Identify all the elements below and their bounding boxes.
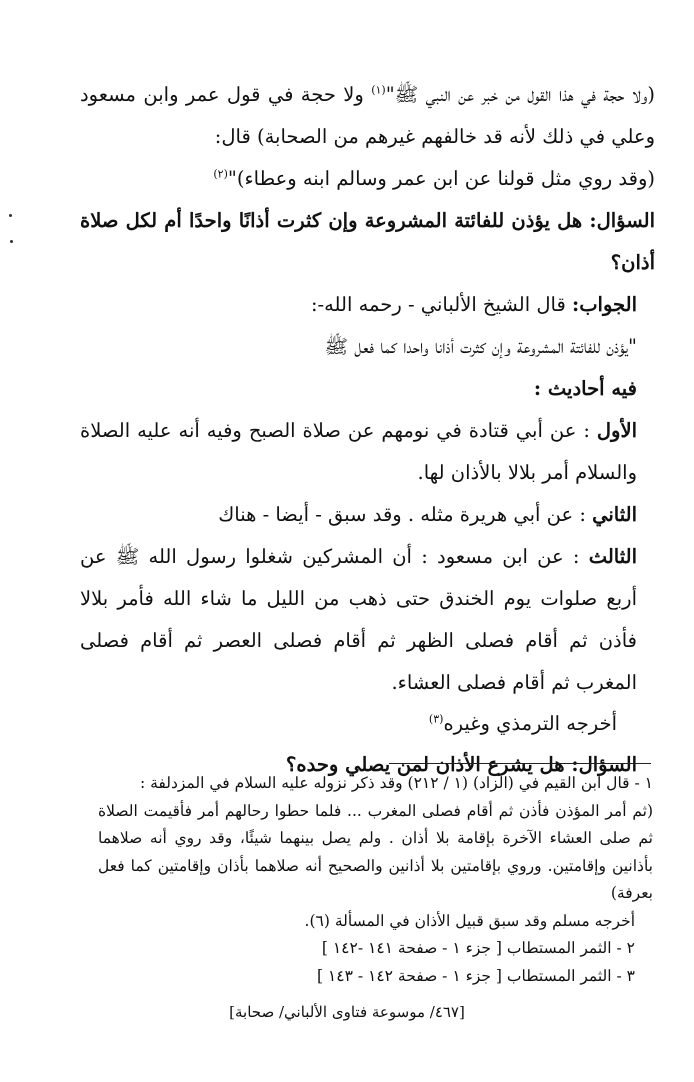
question-label: السؤال: [589,209,655,232]
answer-quote: "يؤذن للفائتة المشروعة وإن كثرت أذانا واحدا كما فعل ﷺ [324,335,637,358]
question-1: السؤال: هل يؤذن للفائتة المشروعة وإن كثرت أذانًا واحدًا أم لكل صلاة أذان؟ [80,209,655,274]
footnote-1-quote: (ثم أمر المؤذن فأذن ثم أقام فصلى المغرب ... فلما حطوا رحالهم أمر فأقيمت الصلاة ثم صلى العشاء الآخرة بإقامة بلا أذان . ولم يصل بينهما شيئًا، وقد روي أنه صلاهما بأذانين وإقامتين. وروي بإقامتين بلا أذانين والصحيح أنه صلاهما بأذان وإقامتين كما فعل بعرفة) [98,801,653,902]
paragraph-intro: (ولا حجة في هذا القول من خبر عن النبي ﷺ"$^{(١)}$ ولا حجة في قول عمر وابن مسعود وعلي في ذلك لأنه قد خالفهم غيرهم من الصحابة) قال: [80,83,655,148]
hadith-heading: فيه أحاديث : [533,377,637,400]
footnote-2: ٢ - الثمر المستطاب [ جزء ١ - صفحة ١٤١ -١٤٢ ] [321,939,635,957]
question-2: السؤال: هل يشرع الأذان لمن يصلي وحده؟ [286,753,637,776]
takhrij: أخرجه الترمذي وغيره$^{(٣)}$ [428,712,617,735]
hadith-second: الثاني : عن أبي هريرة مثله . وقد سبق - أيضا - هناك [218,503,637,526]
main-text [80,74,655,786]
question-label: السؤال: [571,753,637,776]
scan-speck [10,240,13,243]
scan-speck [9,214,12,217]
footnote-divider [389,763,651,764]
hadith-first: الأول : عن أبي قتادة في نومهم عن صلاة الصبح وفيه أنه عليه الصلاة والسلام أمر بلالا بالأذان لها. [80,419,637,484]
footnote-1-source: أخرجه مسلم وقد سبق قبيل الأذان في المسألة (٦). [304,911,635,930]
footnotes [98,770,653,990]
paragraph-quote-narration: (وقد روي مثل قولنا عن ابن عمر وسالم ابنه وعطاء)"$^{(٢)}$ [213,167,655,190]
answer: الجواب: قال الشيخ الألباني - رحمه الله-: [310,293,637,316]
answer-label: الجواب: [572,293,637,316]
page-footer: [٤٦٧/ موسوعة فتاوى الألباني/ صحابة] [229,1003,465,1021]
footnote-1: ١ - قال ابن القيم في (الزاد) (١ / ٢١٢) وقد ذكر نزوله عليه السلام في المزدلفة : [139,774,653,792]
hadith-third: الثالث : عن ابن مسعود : أن المشركين شغلوا رسول الله ﷺ عن أربع صلوات يوم الخندق حتى ذهب من الليل ما شاء الله فأمر بلالا فأذن ثم أقام فصلى الظهر ثم أقام فصلى العصر ثم أقام فصلى المغرب ثم أقام فصلى العشاء. [80,545,637,694]
footnote-3: ٣ - الثمر المستطاب [ جزء ١ - صفحة ١٤٢ - ١٤٣ ] [316,966,635,985]
